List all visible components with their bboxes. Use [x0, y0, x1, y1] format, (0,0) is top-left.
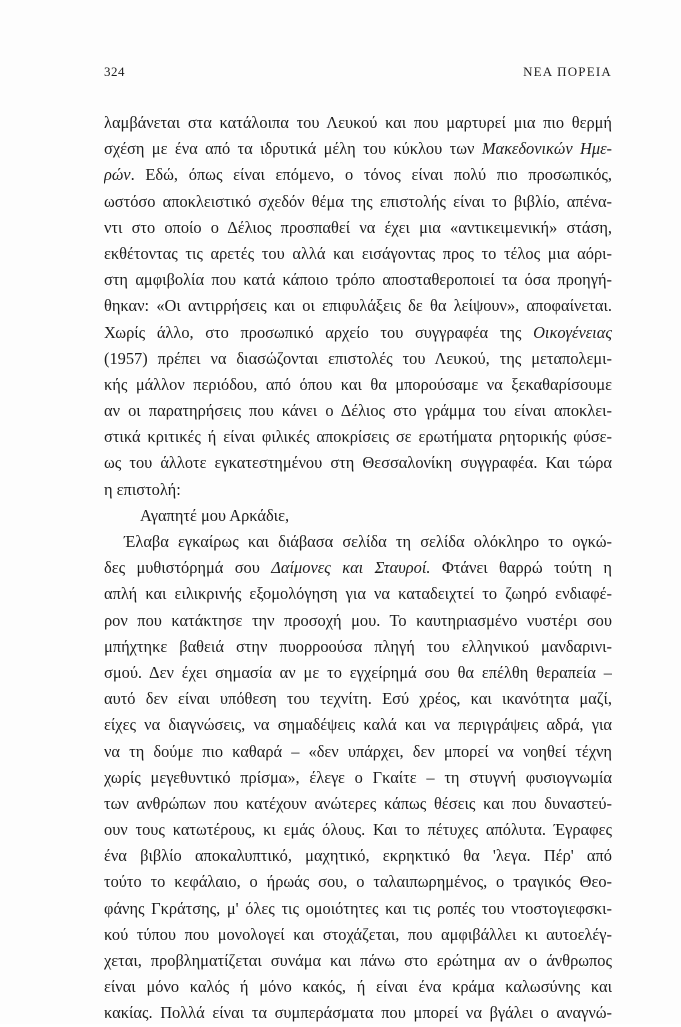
text-run: τούτο το κεφάλαιο, ο ήρωάς σου, ο ταλαιπωρημένος, ο τραγικός Θεο- — [104, 872, 612, 892]
text-run: Έλαβα εγκαίρως και διάβασα σελίδα τη σελίδα ολόκληρο το ογκώ- — [124, 532, 612, 551]
text-line — [104, 136, 612, 162]
text-line — [104, 189, 612, 215]
text-line — [104, 320, 612, 346]
text-line — [104, 739, 612, 765]
text-line — [104, 581, 612, 607]
text-run: είναι μόνο καλός ή μόνο κακός, ή είναι ένα κράμα καλωσύνης και — [104, 977, 612, 997]
italic-title: ρών — [104, 165, 131, 185]
text-line — [104, 896, 612, 922]
body-text — [104, 110, 612, 1027]
text-run: δες μυθιστόρημά σου — [104, 558, 272, 578]
text-run: . Εδώ, όπως είναι επόμενο, ο τόνος είναι πολύ πιο προσωπικός, — [130, 165, 612, 185]
text-line — [104, 608, 612, 634]
text-line — [104, 686, 612, 712]
text-run: (1957) πρέπει να διασώζονται επιστολές του Λευκού, της μεταπολεμι- — [104, 348, 612, 368]
text-line — [104, 398, 612, 424]
text-line — [104, 948, 612, 974]
text-line — [104, 869, 612, 895]
text-line — [104, 372, 612, 398]
text-run: να τη δούμε πιο καθαρά – «δεν υπάρχει, δεν μπορεί να νοηθεί τέχνη — [104, 741, 612, 761]
text-line — [104, 791, 612, 817]
text-run: η επιστολή: — [104, 479, 181, 499]
text-run: χωρίς μεγεθυντικό πρίσμα», έλεγε ο Γκαίτε – τη στυγνή φυσιογνωμία — [104, 767, 612, 787]
running-head: ΝΕΑ ΠΟΡΕΙΑ — [523, 64, 612, 79]
text-line — [104, 922, 612, 948]
text-run: θηκαν: «Οι αντιρρήσεις και οι επιφυλάξεις δε θα λείψουν», αποφαίνεται. — [104, 296, 612, 316]
text-line — [104, 529, 612, 555]
text-line — [104, 503, 612, 529]
text-line — [104, 974, 612, 1000]
text-line — [104, 712, 612, 738]
text-run: αν οι παρατηρήσεις που κάνει ο Δέλιος στο γράμμα του είναι αποκλει- — [104, 401, 612, 421]
text-run: είχες να διαγνώσεις, να σημαδέψεις καλά και να περιγράψεις αδρά, για — [104, 715, 612, 735]
text-run: ουν τους κατωτέρους, κι εμάς όλους. Και το πέτυχες απόλυτα. Έγραφες — [104, 820, 612, 840]
page-number: 324 — [104, 64, 125, 79]
text-run: μπήχτηκε βαθειά στην πυορροούσα πληγή του ελληνικού μανδαρινι- — [104, 636, 612, 656]
text-line — [104, 450, 612, 476]
text-line — [104, 267, 612, 293]
text-run: ως του άλλοτε εγκατεστημένου στη Θεσσαλονίκη συγγραφέα. Και τώρα — [104, 453, 612, 473]
italic-title: Μακεδονικών Ημε- — [481, 139, 612, 159]
text-run: στικά κριτικές ή είναι φιλικές αποκρίσεις σε ερωτήματα ρητορικής φύσε- — [104, 427, 612, 447]
text-line — [104, 634, 612, 660]
italic-title: Οικογένειας — [533, 322, 612, 342]
text-run: Χωρίς άλλο, στο προσωπικό αρχείο του συγγραφέα της — [104, 322, 534, 342]
text-line — [104, 215, 612, 241]
page-header — [104, 64, 612, 84]
text-run: των ανθρώπων που κατέχουν ανώτερες κάπως θέσεις και που δυναστεύ- — [104, 793, 612, 813]
text-line — [104, 817, 612, 843]
text-line — [104, 843, 612, 869]
text-run: ντι στο οποίο ο Δέλιος προσπαθεί να έχει μια «αντικειμενική» στάση, — [104, 217, 612, 237]
italic-title: Δαίμονες και Σταυροί. — [271, 558, 431, 578]
text-line — [104, 424, 612, 450]
text-line — [104, 1000, 612, 1026]
text-line — [104, 477, 612, 503]
text-run: απλή και ειλικρινής εξομολόγηση για να καταδειχτεί το ζωηρό ενδιαφέ- — [104, 584, 612, 604]
text-line — [104, 293, 612, 319]
text-run: Αγαπητέ μου Αρκάδιε, — [140, 505, 290, 525]
text-run: χεται, προβληματίζεται συνάμα και πάνω στο ερώτημα αν ο άνθρωπος — [104, 951, 612, 970]
text-line — [104, 346, 612, 372]
text-line — [104, 110, 612, 136]
text-run: κής μάλλον περιόδου, από όπου και θα μπορούσαμε να ξεκαθαρίσουμε — [104, 374, 612, 394]
text-run: σχέση με ένα από τα ιδρυτικά μέλη του κύκλου των — [104, 139, 482, 159]
text-run: στη αμφιβολία που κατά κάποιο τρόπο αποσταθεροποιεί τα όσα προηγή- — [104, 270, 612, 290]
text-run: εκθέτοντας τις αρετές του αλλά και εισάγοντας προς το τέλος μια αόρι- — [104, 243, 612, 263]
text-run: Φτάνει θαρρώ τούτη η — [430, 558, 612, 578]
text-line — [104, 765, 612, 791]
text-run: σμού. Δεν έχει σημασία αν με το εγχείρημά σου θα επέλθη θεραπεία – — [104, 662, 612, 682]
text-line — [104, 555, 612, 581]
text-run: ρον που κατάκτησε την προσοχή μου. Το καυτηριασμένο νυστέρι σου — [104, 610, 612, 630]
text-run: λαμβάνεται στα κατάλοιπα του Λευκού και που μαρτυρεί μια πιο θερμή — [104, 113, 612, 132]
text-run: ένα βιβλίο αποκαλυπτικό, μαχητικό, εκρηκτικό θα 'λεγα. Πέρ' από — [104, 846, 612, 866]
text-run: φάνης Γκράτσης, μ' όλες τις ομοιότητες και τις ροπές του ντοστογιεφσκι- — [104, 898, 612, 918]
text-run: ωστόσο αποκλειστικό σχεδόν θέμα της επιστολής είναι το βιβλίο, απένα- — [104, 191, 612, 211]
text-run: κού τύπου που μονολογεί και στοχάζεται, που αμφιβάλλει κι αυτοελέγ- — [104, 924, 612, 944]
text-line — [104, 241, 612, 267]
text-run: κακίας. Πολλά είναι τα συμπεράσματα που μπορεί να βγάλει ο αναγνώ- — [104, 1003, 612, 1023]
text-line — [104, 660, 612, 686]
text-line — [104, 162, 612, 188]
text-run: αυτό δεν είναι υπόθεση του τεχνίτη. Εσύ χρέος, και ικανότητα μαζί, — [104, 689, 612, 709]
